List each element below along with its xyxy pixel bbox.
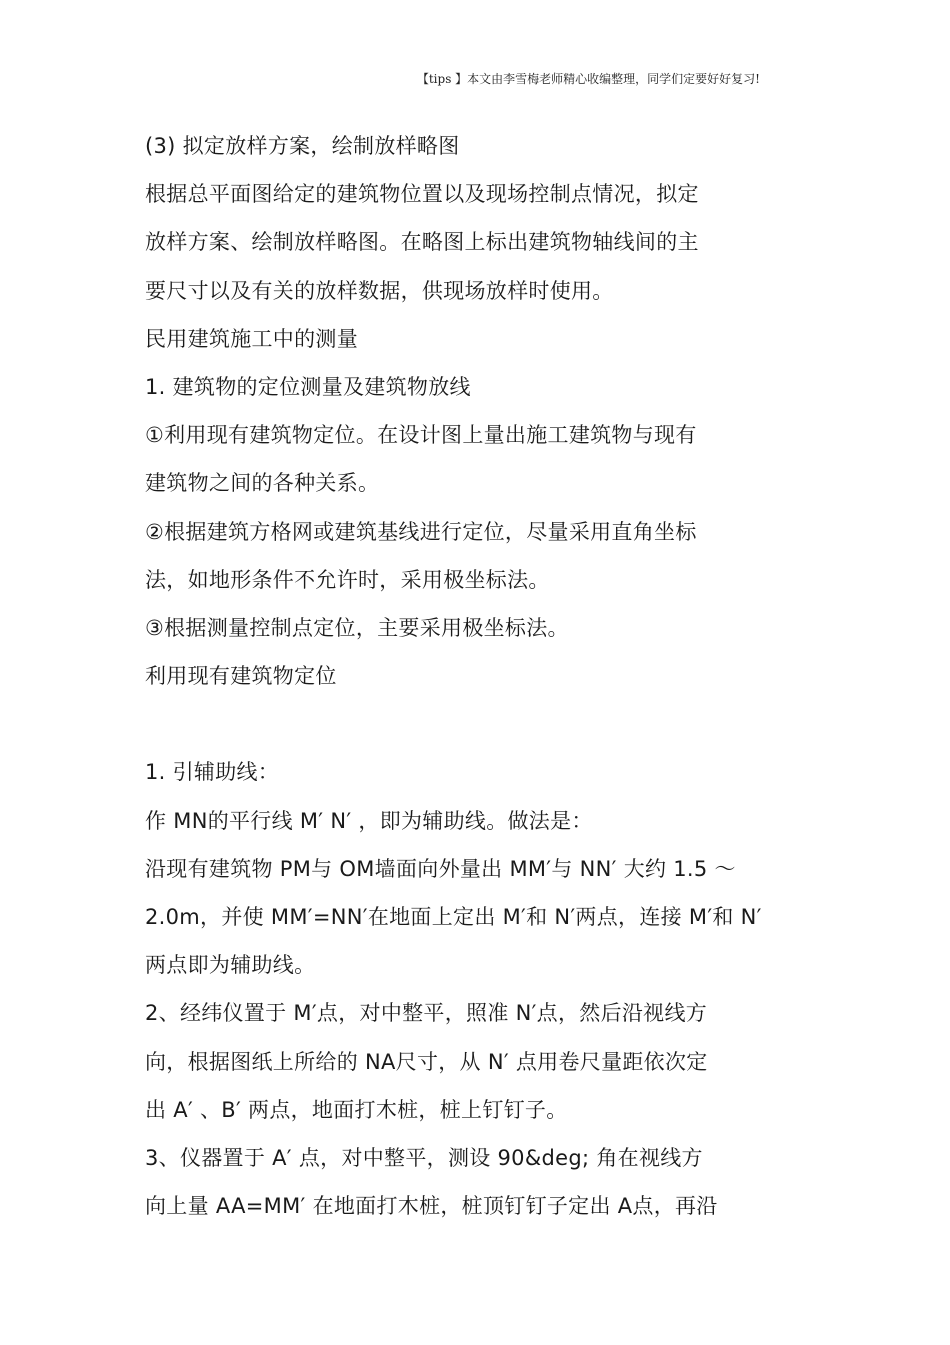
text-line: (3) 拟定放样方案，绘制放样略图 [145,134,460,158]
text-line: 两点即为辅助线。 [145,953,316,978]
section-heading: 利用现有建筑物定位 [145,664,337,689]
text-line: 法，如地形条件不允许时，采用极坐标法。 [145,567,550,592]
text-line: 要尺寸以及有关的放样数据，供现场放样时使用。 [145,278,614,303]
blank-line [145,700,825,748]
text-line: 放样方案、绘制放样略图。在略图上标出建筑物轴线间的主 [145,230,699,255]
text-line: 1. 引辅助线： [145,760,280,785]
text-line: 沿现有建筑物 PM与 OM墙面向外量出 MM′与 NN′ 大约 1.5 ～ [145,856,736,881]
text-line: 2、经纬仪置于 M′点，对中整平，照准 N′点，然后沿视线方 [145,1001,708,1026]
text-line: ③根据测量控制点定位，主要采用极坐标法。 [145,615,569,640]
text-line: 2.0m，并使 MM′=NN′在地面上定出 M′和 N′两点，连接 M′和 N′ [145,905,762,929]
text-line: 建筑物之间的各种关系。 [145,471,380,496]
text-line: 根据总平面图给定的建筑物位置以及现场控制点情况，拟定 [145,182,699,207]
text-line: 出 A′ 、B′ 两点，地面打木桩，桩上钉钉子。 [145,1097,568,1122]
text-line: 3、仪器置于 A′ 点，对中整平，测设 90&deg; 角在视线方 [145,1145,703,1170]
header-tips: 【tips 】本文由李雪梅老师精心收编整理，同学们定要好好复习! [416,72,760,86]
text-line: ②根据建筑方格网或建筑基线进行定位，尽量采用直角坐标 [145,519,697,544]
text-line: ①利用现有建筑物定位。在设计图上量出施工建筑物与现有 [145,423,697,448]
section-heading: 民用建筑施工中的测量 [145,326,358,351]
text-line: 1. 建筑物的定位测量及建筑物放线 [145,374,471,399]
text-line: 向上量 AA=MM′ 在地面打木桩，桩顶钉钉子定出 A点，再沿 [145,1194,718,1219]
text-line: 作 MN的平行线 M′ N′ ，即为辅助线。做法是： [145,808,593,833]
text-line: 向，根据图纸上所给的 NA尺寸，从 N′ 点用卷尺量距依次定 [145,1049,708,1074]
document-body [145,122,825,1230]
